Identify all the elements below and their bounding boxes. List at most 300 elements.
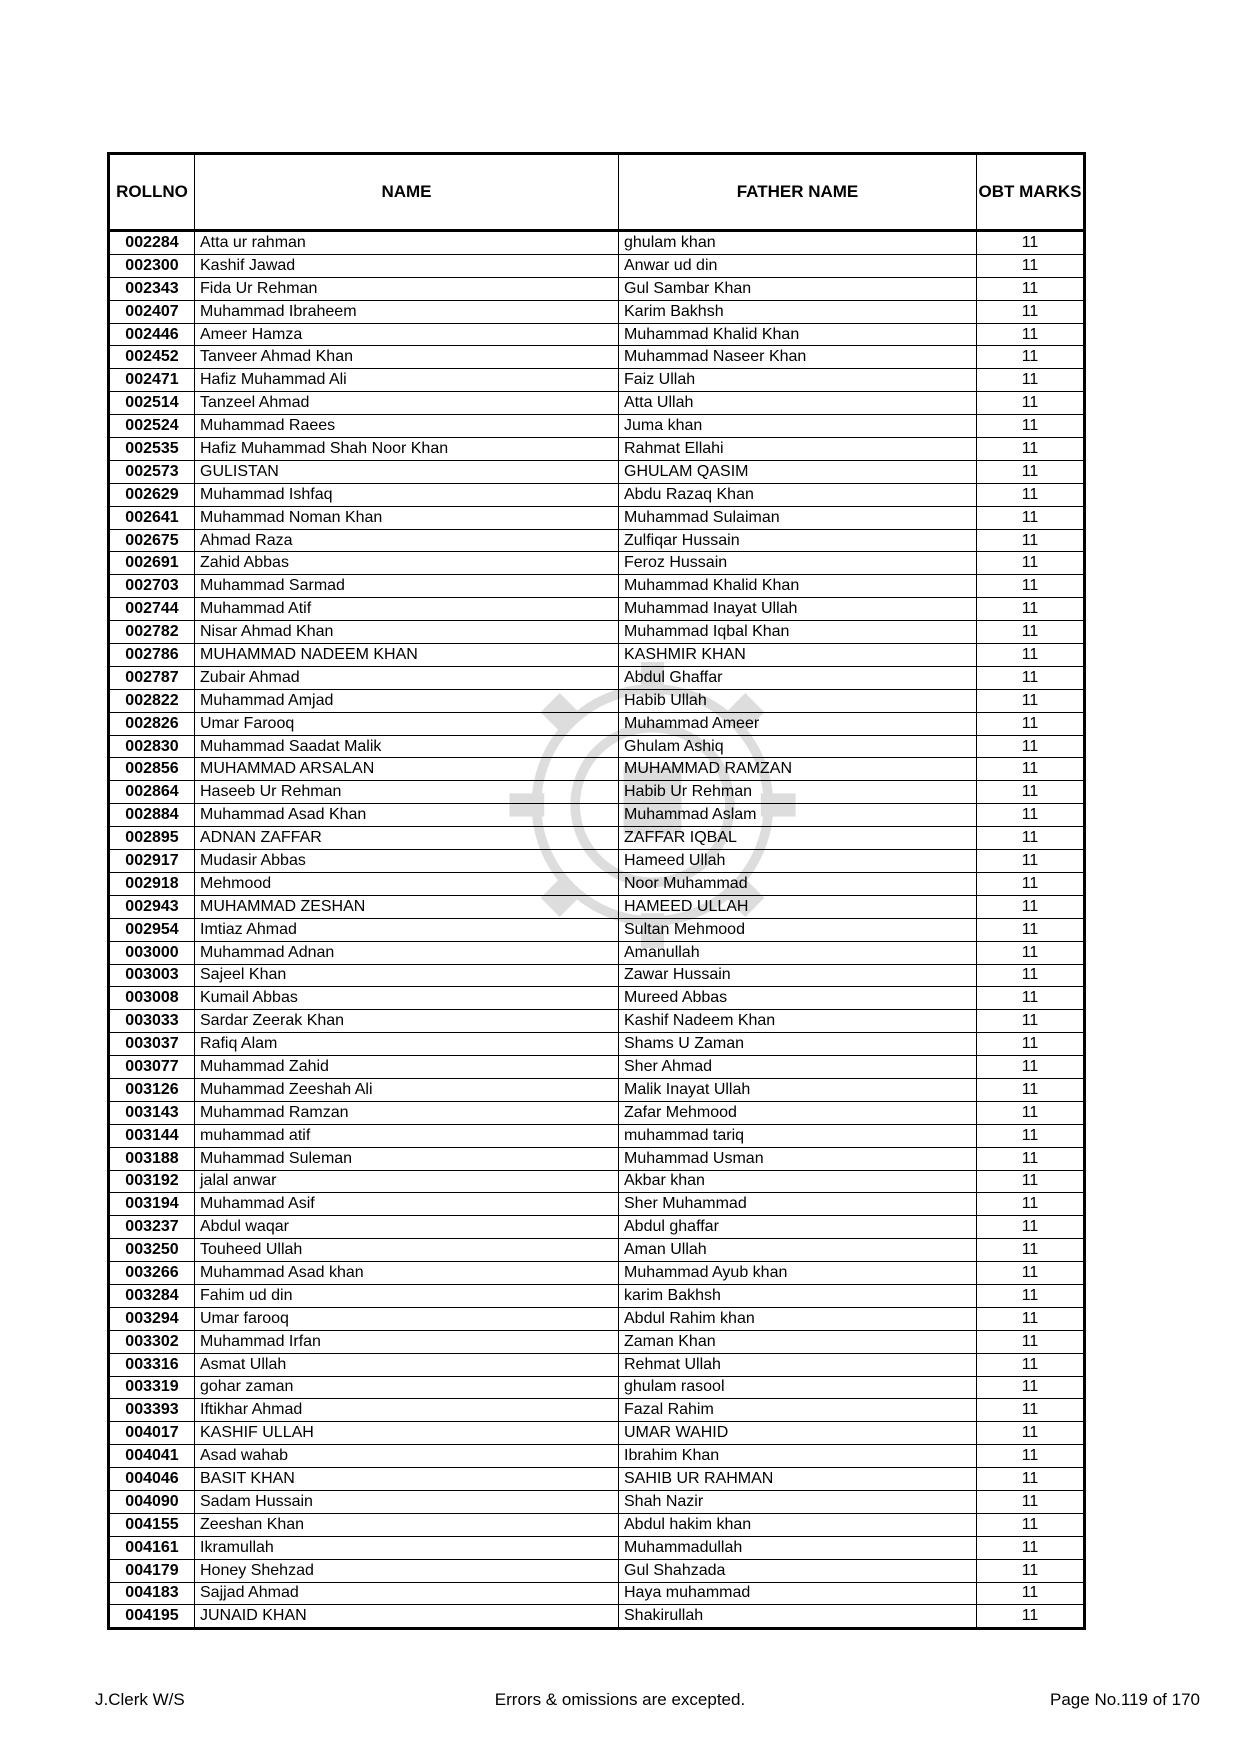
father-name-cell: Abdul Rahim khan <box>619 1307 977 1330</box>
table-row <box>109 1445 1085 1468</box>
roll-number-cell: 003188 <box>109 1147 195 1170</box>
name-cell: MUHAMMAD ZESHAN <box>195 895 619 918</box>
marks-cell: 11 <box>977 1101 1085 1124</box>
father-name-cell: Noor Muhammad <box>619 872 977 895</box>
father-name-cell: Abdul ghaffar <box>619 1216 977 1239</box>
father-name-cell: KASHMIR KHAN <box>619 644 977 667</box>
table-row <box>109 1101 1085 1124</box>
marks-cell: 11 <box>977 827 1085 850</box>
roll-number-cell: 003143 <box>109 1101 195 1124</box>
table-row <box>109 689 1085 712</box>
marks-cell: 11 <box>977 231 1085 255</box>
father-name-cell: Muhammad Khalid Khan <box>619 575 977 598</box>
table-row <box>109 460 1085 483</box>
father-name-cell: Anwar ud din <box>619 254 977 277</box>
roll-number-cell: 002830 <box>109 735 195 758</box>
roll-number-cell: 003008 <box>109 987 195 1010</box>
father-name-cell: Abdu Razaq Khan <box>619 483 977 506</box>
roll-number-cell: 002300 <box>109 254 195 277</box>
table-row <box>109 1262 1085 1285</box>
table-row <box>109 392 1085 415</box>
roll-number-cell: 002691 <box>109 552 195 575</box>
table-row <box>109 1605 1085 1629</box>
name-cell: Muhammad Raees <box>195 415 619 438</box>
father-name-cell: MUHAMMAD RAMZAN <box>619 758 977 781</box>
table-row <box>109 1124 1085 1147</box>
results-sheet <box>107 152 1083 1630</box>
father-name-cell: Muhammad Sulaiman <box>619 506 977 529</box>
marks-cell: 11 <box>977 346 1085 369</box>
roll-number-cell: 002343 <box>109 277 195 300</box>
roll-number-cell: 002284 <box>109 231 195 255</box>
father-name-cell: Juma khan <box>619 415 977 438</box>
marks-cell: 11 <box>977 1513 1085 1536</box>
marks-cell: 11 <box>977 1078 1085 1101</box>
marks-cell: 11 <box>977 1399 1085 1422</box>
marks-cell: 11 <box>977 804 1085 827</box>
father-name-cell: Atta Ullah <box>619 392 977 415</box>
table-row <box>109 1353 1085 1376</box>
father-name-cell: Shakirullah <box>619 1605 977 1629</box>
roll-number-cell: 003393 <box>109 1399 195 1422</box>
name-cell: KASHIF ULLAH <box>195 1422 619 1445</box>
roll-number-cell: 004041 <box>109 1445 195 1468</box>
roll-number-cell: 003194 <box>109 1193 195 1216</box>
roll-number-cell: 002822 <box>109 689 195 712</box>
roll-number-cell: 003033 <box>109 1010 195 1033</box>
name-cell: Muhammad Asad Khan <box>195 804 619 827</box>
table-row <box>109 1376 1085 1399</box>
roll-number-cell: 002895 <box>109 827 195 850</box>
marks-cell: 11 <box>977 1468 1085 1491</box>
name-cell: Muhammad Asif <box>195 1193 619 1216</box>
roll-number-cell: 004179 <box>109 1559 195 1582</box>
marks-cell: 11 <box>977 1124 1085 1147</box>
marks-cell: 11 <box>977 918 1085 941</box>
father-name-cell: Zafar Mehmood <box>619 1101 977 1124</box>
roll-number-cell: 002514 <box>109 392 195 415</box>
father-name-cell: Karim Bakhsh <box>619 300 977 323</box>
marks-cell: 11 <box>977 1422 1085 1445</box>
table-row <box>109 1239 1085 1262</box>
roll-number-cell: 004155 <box>109 1513 195 1536</box>
table-row <box>109 1056 1085 1079</box>
father-name-cell: Muhammadullah <box>619 1536 977 1559</box>
roll-number-cell: 002826 <box>109 712 195 735</box>
marks-cell: 11 <box>977 1307 1085 1330</box>
table-row <box>109 781 1085 804</box>
table-row <box>109 1559 1085 1582</box>
roll-number-cell: 003250 <box>109 1239 195 1262</box>
name-cell: Sardar Zeerak Khan <box>195 1010 619 1033</box>
marks-cell: 11 <box>977 987 1085 1010</box>
marks-cell: 11 <box>977 758 1085 781</box>
table-row <box>109 529 1085 552</box>
father-name-cell: Shah Nazir <box>619 1490 977 1513</box>
name-cell: Muhammad Suleman <box>195 1147 619 1170</box>
roll-number-cell: 004046 <box>109 1468 195 1491</box>
father-name-cell: Habib Ullah <box>619 689 977 712</box>
father-name-cell: karim Bakhsh <box>619 1284 977 1307</box>
table-row <box>109 346 1085 369</box>
name-cell: Muhammad Sarmad <box>195 575 619 598</box>
marks-cell: 11 <box>977 1056 1085 1079</box>
father-name-cell: Malik Inayat Ullah <box>619 1078 977 1101</box>
father-name-cell: Ghulam Ashiq <box>619 735 977 758</box>
name-cell: ADNAN ZAFFAR <box>195 827 619 850</box>
table-row <box>109 1490 1085 1513</box>
table-row <box>109 964 1085 987</box>
father-name-cell: UMAR WAHID <box>619 1422 977 1445</box>
marks-cell: 11 <box>977 1582 1085 1605</box>
father-name-cell: Amanullah <box>619 941 977 964</box>
marks-cell: 11 <box>977 254 1085 277</box>
roll-number-cell: 003037 <box>109 1033 195 1056</box>
name-cell: Fahim ud din <box>195 1284 619 1307</box>
marks-cell: 11 <box>977 1010 1085 1033</box>
roll-number-cell: 004090 <box>109 1490 195 1513</box>
roll-number-cell: 002675 <box>109 529 195 552</box>
name-cell: Zahid Abbas <box>195 552 619 575</box>
table-row <box>109 1147 1085 1170</box>
name-cell: Muhammad Ibraheem <box>195 300 619 323</box>
name-cell: Zubair Ahmad <box>195 666 619 689</box>
footer-clerk: J.Clerk W/S <box>95 1690 185 1709</box>
roll-number-cell: 003319 <box>109 1376 195 1399</box>
name-cell: Kashif Jawad <box>195 254 619 277</box>
name-cell: Tanveer Ahmad Khan <box>195 346 619 369</box>
father-name-cell: Rahmat Ellahi <box>619 438 977 461</box>
table-row <box>109 941 1085 964</box>
table-row <box>109 735 1085 758</box>
table-row <box>109 1536 1085 1559</box>
table-row <box>109 758 1085 781</box>
father-name-cell: Ibrahim Khan <box>619 1445 977 1468</box>
roll-number-cell: 002786 <box>109 644 195 667</box>
roll-number-cell: 002535 <box>109 438 195 461</box>
father-name-cell: muhammad tariq <box>619 1124 977 1147</box>
marks-cell: 11 <box>977 941 1085 964</box>
father-name-cell: Rehmat Ullah <box>619 1353 977 1376</box>
father-name-cell: Faiz Ullah <box>619 369 977 392</box>
marks-cell: 11 <box>977 529 1085 552</box>
father-name-cell: Zulfiqar Hussain <box>619 529 977 552</box>
father-name-cell: Muhammad Ayub khan <box>619 1262 977 1285</box>
name-cell: Haseeb Ur Rehman <box>195 781 619 804</box>
marks-cell: 11 <box>977 1239 1085 1262</box>
header-obt-marks: OBT MARKS <box>977 154 1085 231</box>
father-name-cell: Muhammad Naseer Khan <box>619 346 977 369</box>
roll-number-cell: 003126 <box>109 1078 195 1101</box>
name-cell: Muhammad Adnan <box>195 941 619 964</box>
father-name-cell: Habib Ur Rehman <box>619 781 977 804</box>
footer-disclaimer: Errors & omissions are excepted. <box>494 1690 746 1709</box>
father-name-cell: Gul Sambar Khan <box>619 277 977 300</box>
marks-cell: 11 <box>977 506 1085 529</box>
roll-number-cell: 002943 <box>109 895 195 918</box>
marks-cell: 11 <box>977 1536 1085 1559</box>
roll-number-cell: 002407 <box>109 300 195 323</box>
table-row <box>109 552 1085 575</box>
father-name-cell: Kashif Nadeem Khan <box>619 1010 977 1033</box>
table-row <box>109 712 1085 735</box>
father-name-cell: Gul Shahzada <box>619 1559 977 1582</box>
father-name-cell: Muhammad Aslam <box>619 804 977 827</box>
father-name-cell: Muhammad Khalid Khan <box>619 323 977 346</box>
name-cell: Fida Ur Rehman <box>195 277 619 300</box>
table-row <box>109 850 1085 873</box>
name-cell: Ahmad Raza <box>195 529 619 552</box>
father-name-cell: Feroz Hussain <box>619 552 977 575</box>
results-table <box>107 152 1086 1630</box>
marks-cell: 11 <box>977 1147 1085 1170</box>
marks-cell: 11 <box>977 598 1085 621</box>
roll-number-cell: 002856 <box>109 758 195 781</box>
marks-cell: 11 <box>977 735 1085 758</box>
marks-cell: 11 <box>977 1033 1085 1056</box>
table-row <box>109 1582 1085 1605</box>
marks-cell: 11 <box>977 438 1085 461</box>
name-cell: BASIT KHAN <box>195 1468 619 1491</box>
name-cell: Imtiaz Ahmad <box>195 918 619 941</box>
name-cell: gohar zaman <box>195 1376 619 1399</box>
roll-number-cell: 002641 <box>109 506 195 529</box>
roll-number-cell: 002524 <box>109 415 195 438</box>
name-cell: Kumail Abbas <box>195 987 619 1010</box>
name-cell: Mudasir Abbas <box>195 850 619 873</box>
father-name-cell: Sultan Mehmood <box>619 918 977 941</box>
table-row <box>109 1078 1085 1101</box>
roll-number-cell: 003003 <box>109 964 195 987</box>
roll-number-cell: 003266 <box>109 1262 195 1285</box>
name-cell: Rafiq Alam <box>195 1033 619 1056</box>
roll-number-cell: 003316 <box>109 1353 195 1376</box>
name-cell: Ikramullah <box>195 1536 619 1559</box>
header-rollno: ROLLNO <box>109 154 195 231</box>
table-row <box>109 1033 1085 1056</box>
roll-number-cell: 003077 <box>109 1056 195 1079</box>
name-cell: Sadam Hussain <box>195 1490 619 1513</box>
roll-number-cell: 002471 <box>109 369 195 392</box>
name-cell: Umar Farooq <box>195 712 619 735</box>
father-name-cell: Akbar khan <box>619 1170 977 1193</box>
table-row <box>109 895 1085 918</box>
table-row <box>109 1513 1085 1536</box>
father-name-cell: Sher Muhammad <box>619 1193 977 1216</box>
table-row <box>109 483 1085 506</box>
table-body <box>109 231 1085 1629</box>
marks-cell: 11 <box>977 1193 1085 1216</box>
marks-cell: 11 <box>977 964 1085 987</box>
marks-cell: 11 <box>977 552 1085 575</box>
table-row <box>109 438 1085 461</box>
marks-cell: 11 <box>977 575 1085 598</box>
father-name-cell: ghulam rasool <box>619 1376 977 1399</box>
table-row <box>109 254 1085 277</box>
table-row <box>109 323 1085 346</box>
table-row <box>109 1010 1085 1033</box>
marks-cell: 11 <box>977 1376 1085 1399</box>
table-row <box>109 1468 1085 1491</box>
roll-number-cell: 002703 <box>109 575 195 598</box>
marks-cell: 11 <box>977 781 1085 804</box>
name-cell: GULISTAN <box>195 460 619 483</box>
marks-cell: 11 <box>977 1330 1085 1353</box>
table-row <box>109 1330 1085 1353</box>
table-row <box>109 872 1085 895</box>
marks-cell: 11 <box>977 621 1085 644</box>
name-cell: Iftikhar Ahmad <box>195 1399 619 1422</box>
father-name-cell: GHULAM QASIM <box>619 460 977 483</box>
marks-cell: 11 <box>977 277 1085 300</box>
name-cell: Sajjad Ahmad <box>195 1582 619 1605</box>
name-cell: JUNAID KHAN <box>195 1605 619 1629</box>
name-cell: MUHAMMAD ARSALAN <box>195 758 619 781</box>
marks-cell: 11 <box>977 689 1085 712</box>
roll-number-cell: 004195 <box>109 1605 195 1629</box>
table-row <box>109 1422 1085 1445</box>
marks-cell: 11 <box>977 483 1085 506</box>
roll-number-cell: 003284 <box>109 1284 195 1307</box>
table-row <box>109 1193 1085 1216</box>
marks-cell: 11 <box>977 1262 1085 1285</box>
roll-number-cell: 003192 <box>109 1170 195 1193</box>
table-row <box>109 231 1085 255</box>
father-name-cell: HAMEED ULLAH <box>619 895 977 918</box>
marks-cell: 11 <box>977 1284 1085 1307</box>
marks-cell: 11 <box>977 392 1085 415</box>
name-cell: Mehmood <box>195 872 619 895</box>
footer-page-number: Page No.119 of 170 <box>1050 1690 1200 1709</box>
roll-number-cell: 002782 <box>109 621 195 644</box>
name-cell: Zeeshan Khan <box>195 1513 619 1536</box>
marks-cell: 11 <box>977 644 1085 667</box>
name-cell: Muhammad Noman Khan <box>195 506 619 529</box>
father-name-cell: Hameed Ullah <box>619 850 977 873</box>
father-name-cell: Fazal Rahim <box>619 1399 977 1422</box>
roll-number-cell: 002573 <box>109 460 195 483</box>
roll-number-cell: 002452 <box>109 346 195 369</box>
name-cell: Honey Shehzad <box>195 1559 619 1582</box>
roll-number-cell: 002446 <box>109 323 195 346</box>
roll-number-cell: 003144 <box>109 1124 195 1147</box>
name-cell: Sajeel Khan <box>195 964 619 987</box>
father-name-cell: Aman Ullah <box>619 1239 977 1262</box>
table-row <box>109 644 1085 667</box>
name-cell: Touheed Ullah <box>195 1239 619 1262</box>
roll-number-cell: 004017 <box>109 1422 195 1445</box>
name-cell: Hafiz Muhammad Shah Noor Khan <box>195 438 619 461</box>
marks-cell: 11 <box>977 415 1085 438</box>
father-name-cell: Muhammad Ameer <box>619 712 977 735</box>
table-row <box>109 827 1085 850</box>
name-cell: Asmat Ullah <box>195 1353 619 1376</box>
roll-number-cell: 002954 <box>109 918 195 941</box>
name-cell: Abdul waqar <box>195 1216 619 1239</box>
table-row <box>109 1307 1085 1330</box>
name-cell: Muhammad Amjad <box>195 689 619 712</box>
table-row <box>109 415 1085 438</box>
roll-number-cell: 004183 <box>109 1582 195 1605</box>
marks-cell: 11 <box>977 1605 1085 1629</box>
table-row <box>109 598 1085 621</box>
marks-cell: 11 <box>977 323 1085 346</box>
father-name-cell: Shams U Zaman <box>619 1033 977 1056</box>
table-row <box>109 1170 1085 1193</box>
roll-number-cell: 002744 <box>109 598 195 621</box>
father-name-cell: SAHIB UR RAHMAN <box>619 1468 977 1491</box>
marks-cell: 11 <box>977 1490 1085 1513</box>
header-father-name: FATHER NAME <box>619 154 977 231</box>
table-row <box>109 575 1085 598</box>
name-cell: Nisar Ahmad Khan <box>195 621 619 644</box>
table-row <box>109 918 1085 941</box>
marks-cell: 11 <box>977 872 1085 895</box>
father-name-cell: Zawar Hussain <box>619 964 977 987</box>
father-name-cell: ZAFFAR IQBAL <box>619 827 977 850</box>
table-row <box>109 804 1085 827</box>
name-cell: Muhammad Asad khan <box>195 1262 619 1285</box>
name-cell: Ameer Hamza <box>195 323 619 346</box>
name-cell: Umar farooq <box>195 1307 619 1330</box>
name-cell: Muhammad Ishfaq <box>195 483 619 506</box>
roll-number-cell: 004161 <box>109 1536 195 1559</box>
marks-cell: 11 <box>977 712 1085 735</box>
table-header-row <box>109 154 1085 231</box>
name-cell: Hafiz Muhammad Ali <box>195 369 619 392</box>
name-cell: Tanzeel Ahmad <box>195 392 619 415</box>
table-row <box>109 987 1085 1010</box>
father-name-cell: ghulam khan <box>619 231 977 255</box>
name-cell: Muhammad Saadat Malik <box>195 735 619 758</box>
roll-number-cell: 002884 <box>109 804 195 827</box>
roll-number-cell: 002864 <box>109 781 195 804</box>
name-cell: Muhammad Irfan <box>195 1330 619 1353</box>
father-name-cell: Muhammad Inayat Ullah <box>619 598 977 621</box>
name-cell: jalal anwar <box>195 1170 619 1193</box>
father-name-cell: Muhammad Iqbal Khan <box>619 621 977 644</box>
table-row <box>109 369 1085 392</box>
header-name: NAME <box>195 154 619 231</box>
father-name-cell: Zaman Khan <box>619 1330 977 1353</box>
father-name-cell: Haya muhammad <box>619 1582 977 1605</box>
name-cell: MUHAMMAD NADEEM KHAN <box>195 644 619 667</box>
table-row <box>109 1284 1085 1307</box>
marks-cell: 11 <box>977 1170 1085 1193</box>
roll-number-cell: 002917 <box>109 850 195 873</box>
table-row <box>109 277 1085 300</box>
marks-cell: 11 <box>977 666 1085 689</box>
table-row <box>109 1399 1085 1422</box>
table-row <box>109 1216 1085 1239</box>
roll-number-cell: 003000 <box>109 941 195 964</box>
roll-number-cell: 003237 <box>109 1216 195 1239</box>
roll-number-cell: 003302 <box>109 1330 195 1353</box>
name-cell: muhammad atif <box>195 1124 619 1147</box>
marks-cell: 11 <box>977 1216 1085 1239</box>
name-cell: Muhammad Ramzan <box>195 1101 619 1124</box>
roll-number-cell: 003294 <box>109 1307 195 1330</box>
marks-cell: 11 <box>977 460 1085 483</box>
roll-number-cell: 002629 <box>109 483 195 506</box>
roll-number-cell: 002918 <box>109 872 195 895</box>
table-row <box>109 621 1085 644</box>
marks-cell: 11 <box>977 300 1085 323</box>
father-name-cell: Sher Ahmad <box>619 1056 977 1079</box>
roll-number-cell: 002787 <box>109 666 195 689</box>
name-cell: Atta ur rahman <box>195 231 619 255</box>
name-cell: Muhammad Zeeshah Ali <box>195 1078 619 1101</box>
